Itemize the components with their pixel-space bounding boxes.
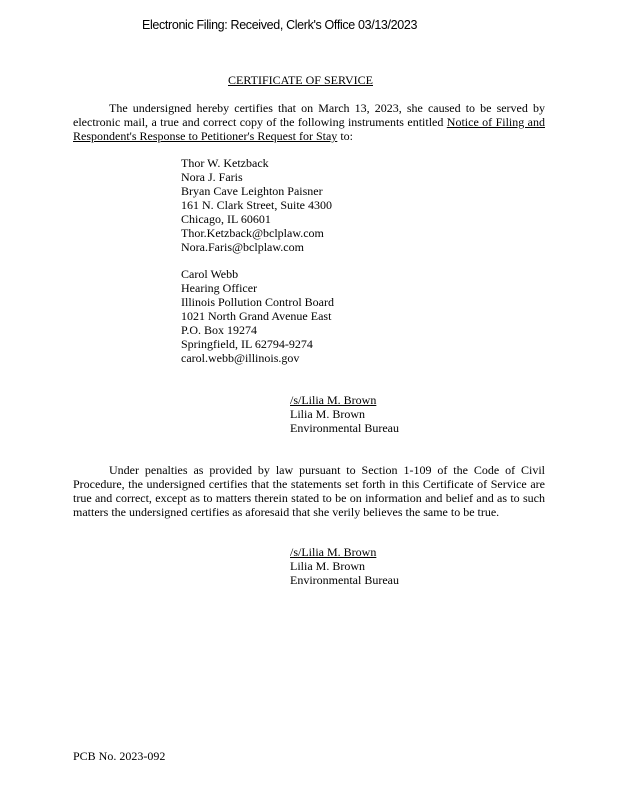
recipient-line: Bryan Cave Leighton Paisner [181, 184, 323, 198]
service-intro-suffix: to: [337, 129, 353, 143]
service-intro-text: The undersigned hereby certifies that on March 13, 2023, she caused to be served by electronic mail, a true and correct copy of the following instruments entitled [73, 101, 545, 129]
recipient-line: 161 N. Clark Street, Suite 4300 [181, 198, 332, 212]
recipient-line: 1021 North Grand Avenue East [181, 309, 332, 323]
electronic-signature: /s/Lilia M. Brown [290, 545, 377, 559]
recipient-line: Springfield, IL 62794-9274 [181, 337, 313, 351]
verification-text: Under penalties as provided by law pursuant to Section 1-109 of the Code of Civil Procedure, the undersigned certifies that the statements set forth in this Certificate of Service are true and correct, except as to matters therein stated to be on information and belief and as to such matters the undersigned certifies as aforesaid that she verily believes the same to be true. [73, 463, 545, 519]
filing-stamp: Electronic Filing: Received, Clerk's Office 03/13/2023 [142, 18, 418, 32]
recipient-block-hearing-officer [181, 267, 334, 365]
signer-office: Environmental Bureau [290, 573, 399, 587]
recipient-email: Nora.Faris@bclplaw.com [181, 240, 304, 254]
signer-name: Lilia M. Brown [290, 407, 365, 421]
recipient-block-counsel [181, 156, 332, 254]
recipient-email: carol.webb@illinois.gov [181, 351, 300, 365]
electronic-signature: /s/Lilia M. Brown [290, 393, 377, 407]
recipient-line: Chicago, IL 60601 [181, 212, 271, 226]
recipient-email: Thor.Ketzback@bclplaw.com [181, 226, 324, 240]
recipient-line: Carol Webb [181, 267, 239, 281]
signature-block-1 [290, 393, 399, 435]
recipient-line: P.O. Box 19274 [181, 323, 258, 337]
signer-name: Lilia M. Brown [290, 559, 365, 573]
instrument-title: Notice of Filing and Respondent's Response to Petitioner's Request for Stay [73, 115, 545, 143]
recipient-line: Nora J. Faris [181, 170, 243, 184]
case-number: PCB No. 2023-092 [73, 749, 166, 763]
service-paragraph [73, 101, 545, 143]
document-title: CERTIFICATE OF SERVICE [228, 73, 373, 87]
signer-office: Environmental Bureau [290, 421, 399, 435]
recipient-line: Thor W. Ketzback [181, 156, 269, 170]
recipient-line: Hearing Officer [181, 281, 258, 295]
recipient-line: Illinois Pollution Control Board [181, 295, 335, 309]
signature-block-2 [290, 545, 399, 587]
verification-paragraph [73, 463, 545, 519]
